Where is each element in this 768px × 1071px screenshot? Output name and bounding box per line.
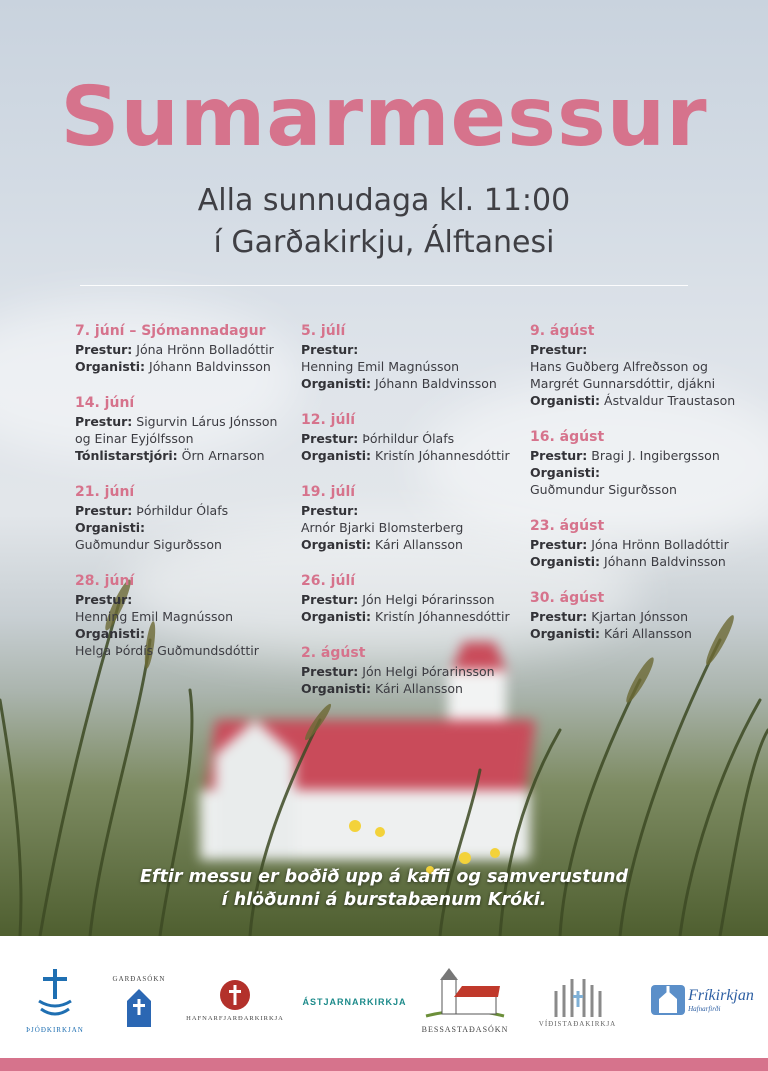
event-line	[301, 447, 536, 464]
logo-thjodkirkjan	[26, 956, 84, 1044]
event-line	[75, 413, 310, 430]
event-line-label: Prestur:	[75, 503, 133, 518]
logo-vidistadakirkja	[535, 956, 620, 1044]
event-line	[75, 502, 310, 519]
event-line-label: Prestur:	[301, 431, 359, 446]
schedule-event	[75, 483, 310, 553]
event-line-value: Kári Allansson	[371, 681, 463, 696]
event-line	[530, 536, 765, 553]
event-line-value: Kári Allansson	[600, 626, 692, 641]
event-line-value: Ástvaldur Traustason	[600, 393, 736, 408]
divider	[80, 285, 688, 286]
event-line-value: Jóna Hrönn Bolladóttir	[132, 342, 274, 357]
schedule-event	[530, 517, 765, 570]
subtitle-time: Alla sunnudaga kl. 11:00	[197, 183, 571, 218]
event-line	[75, 430, 310, 447]
event-line-label: Organisti:	[530, 465, 601, 480]
event-line-label: Organisti:	[75, 359, 146, 374]
event-date: 21. júní	[75, 484, 135, 500]
event-line-value: Jóna Hrönn Bolladóttir	[587, 537, 729, 552]
event-date: 2. ágúst	[301, 645, 366, 661]
event-line	[530, 392, 765, 409]
event-line	[301, 663, 536, 680]
event-line-value: Bragi J. Ingibergsson	[587, 448, 720, 463]
event-line-value: Henning Emil Magnússon	[75, 609, 234, 624]
event-line-label: Organisti:	[530, 393, 601, 408]
event-date: 23. ágúst	[530, 518, 605, 534]
event-line-label: Prestur:	[530, 609, 588, 624]
logo-gardasokn	[105, 956, 173, 1044]
event-line-value: Þórhildur Ólafs	[132, 503, 229, 518]
event-line-value: Örn Arnarson	[177, 448, 265, 463]
event-line	[530, 341, 765, 358]
event-line-label: Prestur:	[530, 342, 588, 357]
event-line-label: Prestur:	[301, 592, 359, 607]
page-title: Sumarmessur	[60, 70, 708, 165]
event-line-value: Kristín Jóhannesdóttir	[371, 609, 510, 624]
event-line	[530, 464, 765, 481]
event-date: 9. ágúst	[530, 323, 595, 339]
schedule-event	[301, 322, 536, 392]
schedule-event	[301, 411, 536, 464]
schedule-column-august	[530, 322, 765, 661]
event-line-label: Organisti:	[301, 448, 372, 463]
event-line	[530, 447, 765, 464]
footer-note-line2: í hlöðunni á burstabænum Króki.	[221, 890, 547, 910]
event-line	[301, 430, 536, 447]
event-line-label: Organisti:	[301, 609, 372, 624]
schedule-event	[530, 322, 765, 409]
event-line	[75, 341, 310, 358]
schedule-event	[530, 428, 765, 498]
cross-wave-icon	[35, 967, 75, 1023]
logo-label: HAFNARFJARÐARKIRKJA	[186, 1015, 284, 1022]
logo-label: BESSASTAÐASÓKN	[421, 1025, 509, 1034]
event-date: 19. júlí	[301, 484, 356, 500]
logo-bessastadasokn	[415, 956, 515, 1044]
event-line-value: Hans Guðberg Alfreðsson og	[530, 359, 708, 374]
event-line-label: Prestur:	[301, 342, 359, 357]
event-line	[530, 481, 765, 498]
event-line	[301, 375, 536, 392]
event-line	[301, 608, 536, 625]
event-line-value: Margrét Gunnarsdóttir, djákni	[530, 376, 716, 391]
event-line	[301, 680, 536, 697]
event-line-label: Tónlistarstjóri:	[75, 448, 178, 463]
event-line-value: Jóhann Baldvinsson	[371, 376, 497, 391]
event-line	[301, 591, 536, 608]
event-date: 7. júní – Sjómannadagur	[75, 323, 266, 339]
event-date: 30. ágúst	[530, 590, 605, 606]
event-line	[301, 536, 536, 553]
event-line-value: Henning Emil Magnússon	[301, 359, 460, 374]
event-line-label: Prestur:	[75, 342, 133, 357]
logo-astjarnarkirkja	[300, 956, 405, 1044]
logo-frikirkjan-text	[688, 987, 754, 1013]
event-line	[75, 625, 310, 642]
event-line	[530, 553, 765, 570]
event-line-label: Prestur:	[75, 592, 133, 607]
event-line-label: Prestur:	[75, 414, 133, 429]
event-line	[75, 358, 310, 375]
event-line-label: Organisti:	[530, 626, 601, 641]
event-line-value: Kristín Jóhannesdóttir	[371, 448, 510, 463]
church-icon	[119, 983, 159, 1029]
event-line	[75, 536, 310, 553]
event-line-value: Jóhann Baldvinsson	[145, 359, 271, 374]
event-line-value: Helga Þórdís Guðmundsdóttir	[75, 643, 259, 658]
event-line	[301, 519, 536, 536]
logo-label: ÁSTJARNARKIRKJA	[302, 996, 407, 1007]
event-line	[301, 502, 536, 519]
event-line-label: Organisti:	[301, 376, 372, 391]
event-line	[530, 358, 765, 375]
schedule-event	[75, 572, 310, 659]
event-line-value: Jón Helgi Þórarinsson	[358, 592, 495, 607]
schedule-event	[530, 589, 765, 642]
event-line-label: Prestur:	[301, 664, 359, 679]
schedule-column-june	[75, 322, 310, 678]
church-icon	[651, 985, 685, 1015]
event-line-label: Organisti:	[75, 626, 146, 641]
schedule-event	[75, 322, 310, 375]
event-line-value: Arnór Bjarki Blomsterberg	[301, 520, 464, 535]
circle-cross-icon	[218, 978, 252, 1012]
logo-label: ÞJÓÐKIRKJAN	[26, 1025, 84, 1034]
logo-hafnarfjardarkirkja	[185, 956, 285, 1044]
organ-pipes-icon	[548, 973, 608, 1017]
bottom-bar	[0, 1058, 768, 1071]
event-line-label: Organisti:	[530, 554, 601, 569]
church-icon	[422, 966, 508, 1022]
sponsor-logos	[0, 936, 768, 1061]
schedule-event	[301, 572, 536, 625]
event-date: 14. júní	[75, 395, 135, 411]
event-date: 5. júlí	[301, 323, 346, 339]
subtitle-location: í Garðakirkju, Álftanesi	[213, 225, 555, 260]
schedule-event	[75, 394, 310, 464]
event-line-value: Kjartan Jónsson	[587, 609, 689, 624]
event-date: 12. júlí	[301, 412, 356, 428]
event-date: 16. ágúst	[530, 429, 605, 445]
schedule-event	[301, 483, 536, 553]
event-line-value: Sigurvin Lárus Jónsson	[132, 414, 278, 429]
event-line	[301, 358, 536, 375]
event-line-value: Þórhildur Ólafs	[358, 431, 455, 446]
event-line	[75, 608, 310, 625]
event-line-value: og Einar Eyjólfsson	[75, 431, 194, 446]
event-line-value: Jóhann Baldvinsson	[600, 554, 726, 569]
event-line	[530, 375, 765, 392]
event-line-value: Jón Helgi Þórarinsson	[358, 664, 495, 679]
event-line	[75, 642, 310, 659]
event-line-label: Organisti:	[75, 520, 146, 535]
event-line	[301, 341, 536, 358]
event-line-label: Organisti:	[301, 537, 372, 552]
footer-note-line1: Eftir messu er boðið upp á kaffi og samverustund	[139, 867, 629, 887]
event-line	[530, 625, 765, 642]
event-line	[530, 608, 765, 625]
event-line	[75, 591, 310, 608]
event-line-label: Prestur:	[301, 503, 359, 518]
event-date: 26. júlí	[301, 573, 356, 589]
logo-label: GARÐASÓKN	[112, 974, 166, 983]
event-line-label: Prestur:	[530, 448, 588, 463]
event-date: 28. júní	[75, 573, 135, 589]
event-line-value: Guðmundur Sigurðsson	[530, 482, 677, 497]
logo-sublabel: Hafnarfirði	[688, 1005, 721, 1013]
logo-label: Fríkirkjan	[688, 987, 754, 1004]
event-line-label: Organisti:	[301, 681, 372, 696]
event-line	[75, 447, 310, 464]
event-line-value: Guðmundur Sigurðsson	[75, 537, 222, 552]
event-line-label: Prestur:	[530, 537, 588, 552]
schedule-column-july	[301, 322, 536, 716]
schedule-event	[301, 644, 536, 697]
event-line-value: Kári Allansson	[371, 537, 463, 552]
logo-frikirkjan	[645, 956, 760, 1044]
logo-label: VÍÐISTAÐAKIRKJA	[538, 1019, 617, 1028]
event-line	[75, 519, 310, 536]
